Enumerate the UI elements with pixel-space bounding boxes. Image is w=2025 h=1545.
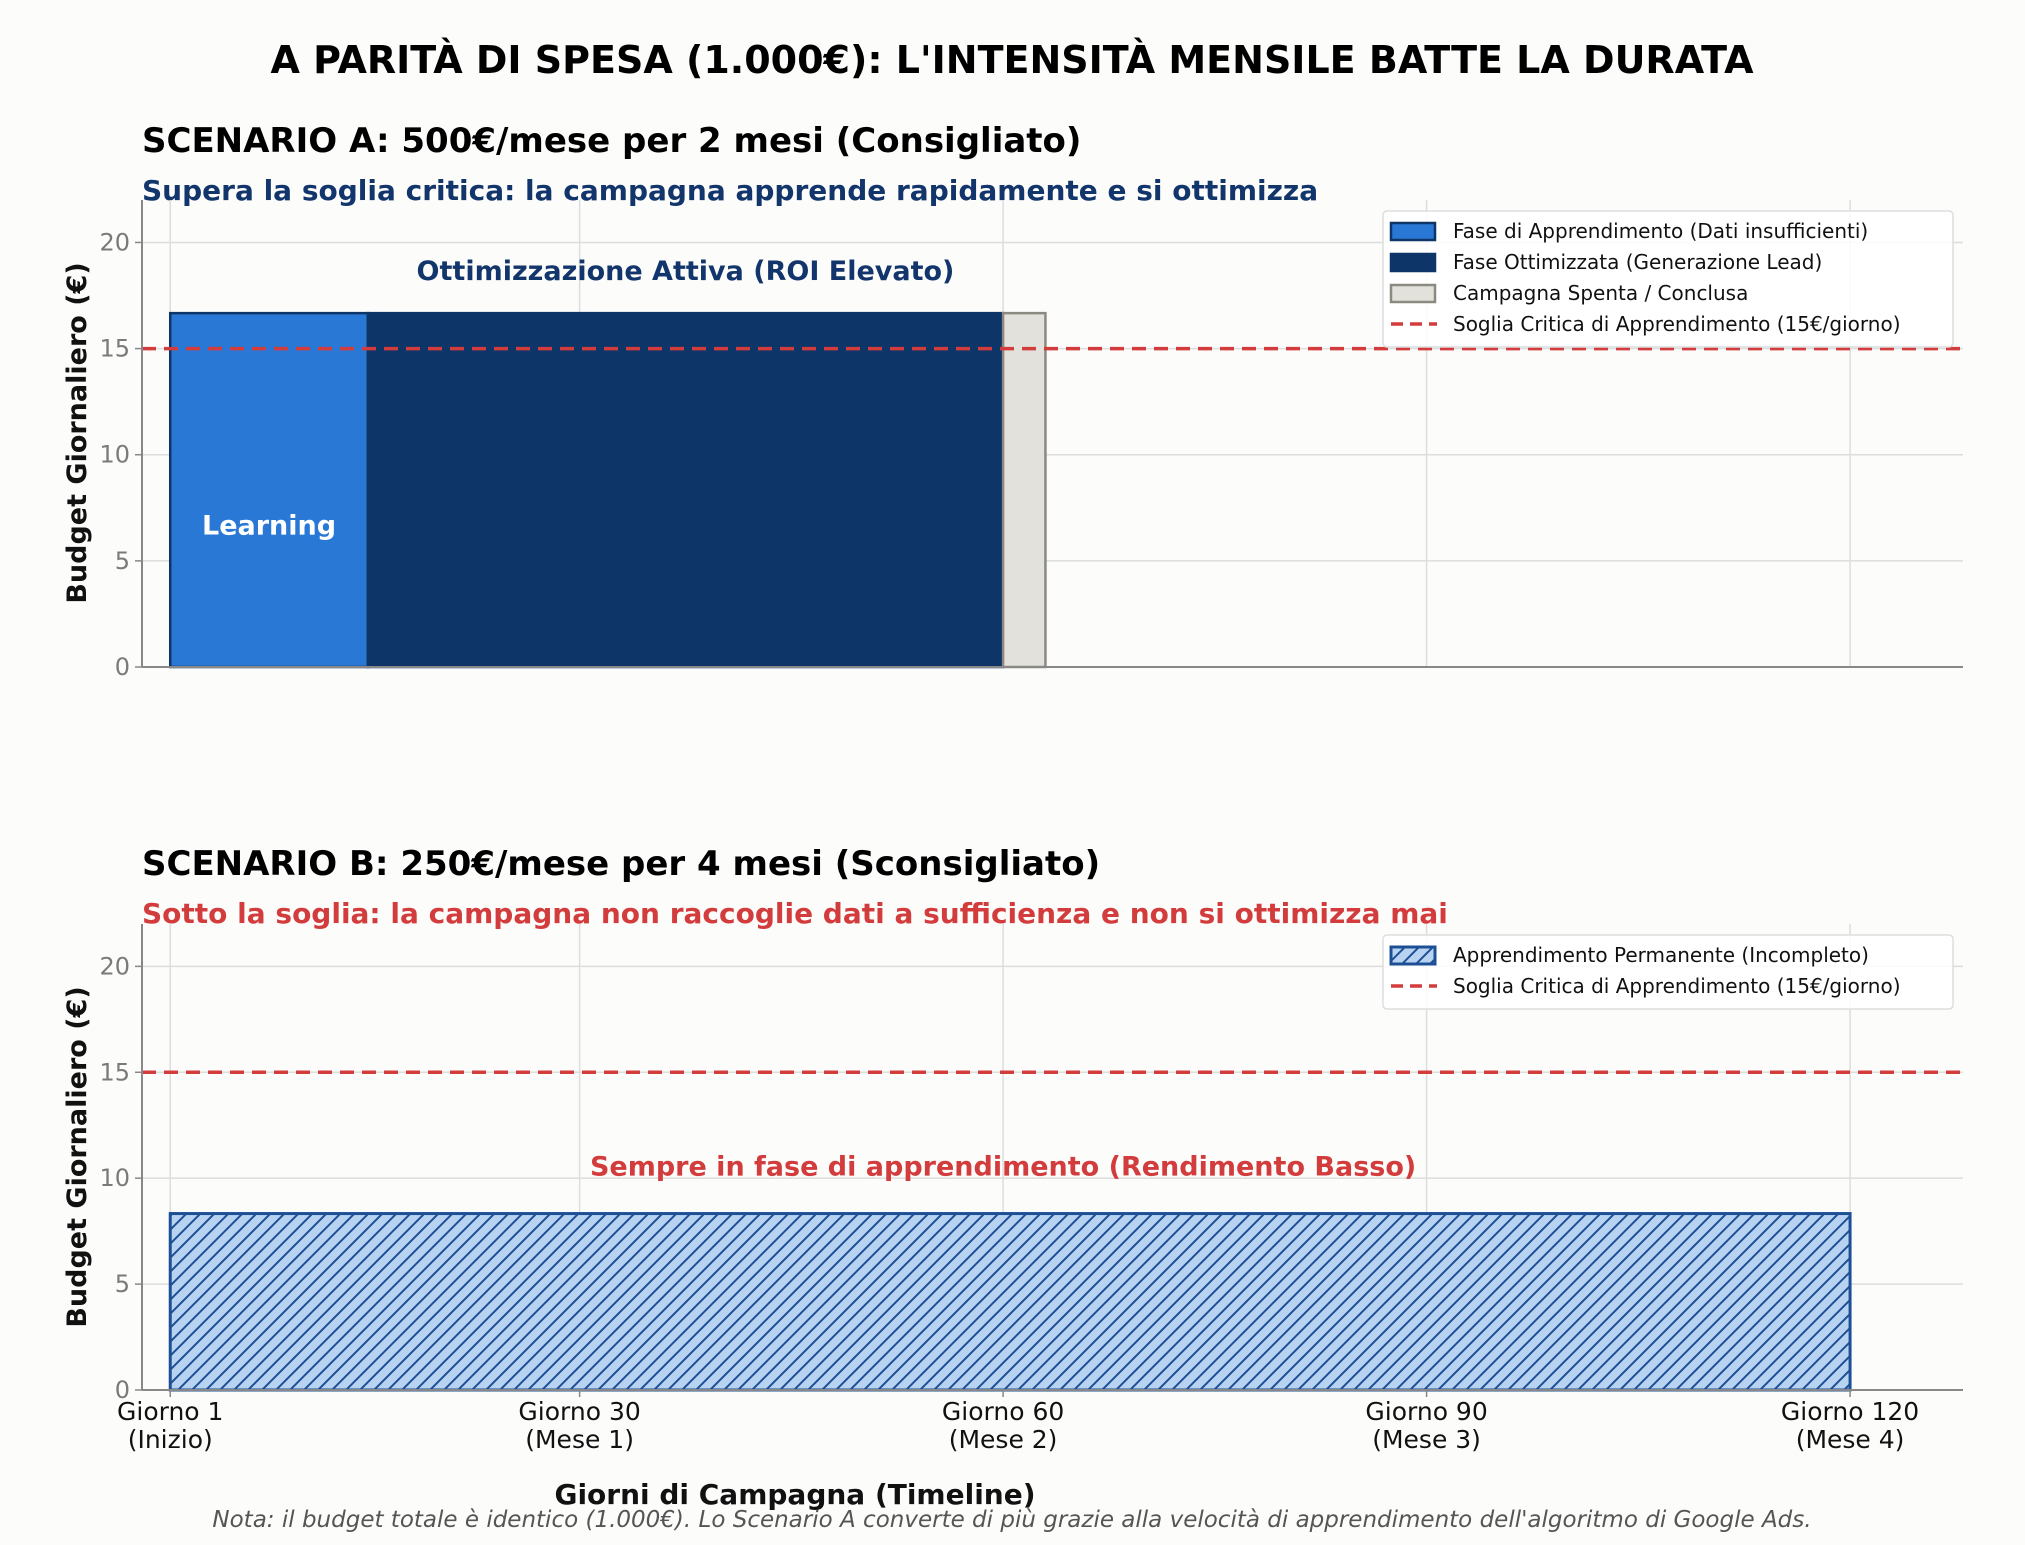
xtick-sublabel-1: (Mese 1)	[525, 1425, 634, 1454]
panel-b-bars	[170, 1214, 1850, 1390]
panel-b-ytick-2: 10	[99, 1164, 130, 1193]
panel-a-ytick-3: 15	[99, 334, 130, 363]
panel-b-legend-swatch-hatch	[1391, 947, 1435, 964]
panel-b-ytick-0: 0	[114, 1376, 130, 1404]
panel-a-legend-swatch-optimized	[1391, 254, 1435, 271]
panel-scenario-b	[62, 844, 1963, 1511]
xtick-label-1: Giorno 30	[518, 1397, 641, 1426]
panel-a-ytick-4: 20	[99, 228, 130, 257]
panel-b-legend-label-hatch: Apprendimento Permanente (Incompleto)	[1453, 943, 1869, 967]
xtick-sublabel-4: (Mese 4)	[1795, 1425, 1905, 1454]
xtick-label-3: Giorno 90	[1365, 1397, 1488, 1426]
panel-b-ylabel: Budget Giornaliero (€)	[62, 986, 93, 1328]
panel-b-ytick-1: 5	[114, 1270, 130, 1299]
bar-label-learning: Learning	[202, 510, 337, 542]
panel-a-subtitle: Supera la soglia critica: la campagna apprende rapidamente e si ottimizza	[142, 174, 1319, 207]
panel-a-title: SCENARIO A: 500€/mese per 2 mesi (Consigliato)	[142, 121, 1082, 161]
panel-a-bar-ended	[1003, 313, 1045, 667]
panel-a-legend-label-optimized: Fase Ottimizzata (Generazione Lead)	[1453, 250, 1823, 274]
panel-a-ytick-0: 0	[114, 653, 130, 681]
main-title: A PARITÀ DI SPESA (1.000€): L'INTENSITÀ MENSILE BATTE LA DURATA	[270, 38, 1754, 82]
panel-a-annotation: Ottimizzazione Attiva (ROI Elevato)	[416, 256, 955, 288]
panel-b-xticks	[117, 1390, 1919, 1454]
xtick-sublabel-2: (Mese 2)	[948, 1425, 1058, 1454]
panel-a-ylabel: Budget Giornaliero (€)	[62, 262, 93, 604]
panel-b-legend	[1383, 935, 1953, 1009]
panel-a-legend-label-ended: Campagna Spenta / Conclusa	[1453, 281, 1749, 305]
panel-a-legend-swatch-learning	[1391, 223, 1435, 240]
panel-b-subtitle: Sotto la soglia: la campagna non raccoglie dati a sufficienza e non si ottimizza mai	[142, 897, 1448, 930]
xtick-label-4: Giorno 120	[1780, 1397, 1920, 1426]
panel-b-annotation: Sempre in fase di apprendimento (Rendimento Basso)	[589, 1151, 1417, 1183]
panel-scenario-a	[62, 121, 1963, 681]
panel-a-bar-learning	[170, 313, 368, 667]
xtick-label-2: Giorno 60	[941, 1397, 1065, 1426]
panel-b-xlabel: Giorni di Campagna (Timeline)	[554, 1478, 1036, 1511]
xtick-sublabel-3: (Mese 3)	[1372, 1425, 1481, 1454]
panel-b-title: SCENARIO B: 250€/mese per 4 mesi (Sconsigliato)	[142, 844, 1101, 884]
panel-a-bars	[170, 313, 1045, 667]
xtick-label-0: Giorno 1	[117, 1397, 224, 1426]
panel-b-ytick-4: 20	[99, 952, 130, 981]
panel-a-legend-label-threshold: Soglia Critica di Apprendimento (15€/giorno)	[1453, 312, 1901, 336]
footnote: Nota: il budget totale è identico (1.000€). Lo Scenario A converte di più grazie alla velocità di apprendimento dell'algoritmo di Google Ads.	[212, 1507, 1812, 1533]
panel-b-legend-label-threshold: Soglia Critica di Apprendimento (15€/giorno)	[1453, 974, 1901, 998]
panel-b-bar-hatch	[170, 1214, 1850, 1390]
panel-a-legend-label-learning: Fase di Apprendimento (Dati insufficienti)	[1453, 219, 1869, 243]
panel-a-ytick-2: 10	[99, 440, 130, 469]
panel-a-legend	[1383, 211, 1953, 347]
panel-a-bar-optimized	[368, 313, 1003, 667]
panel-a-legend-swatch-ended	[1391, 285, 1435, 302]
panel-b-ytick-3: 15	[99, 1058, 130, 1087]
panel-a-ytick-1: 5	[114, 546, 130, 575]
xtick-sublabel-0: (Inizio)	[127, 1425, 213, 1454]
